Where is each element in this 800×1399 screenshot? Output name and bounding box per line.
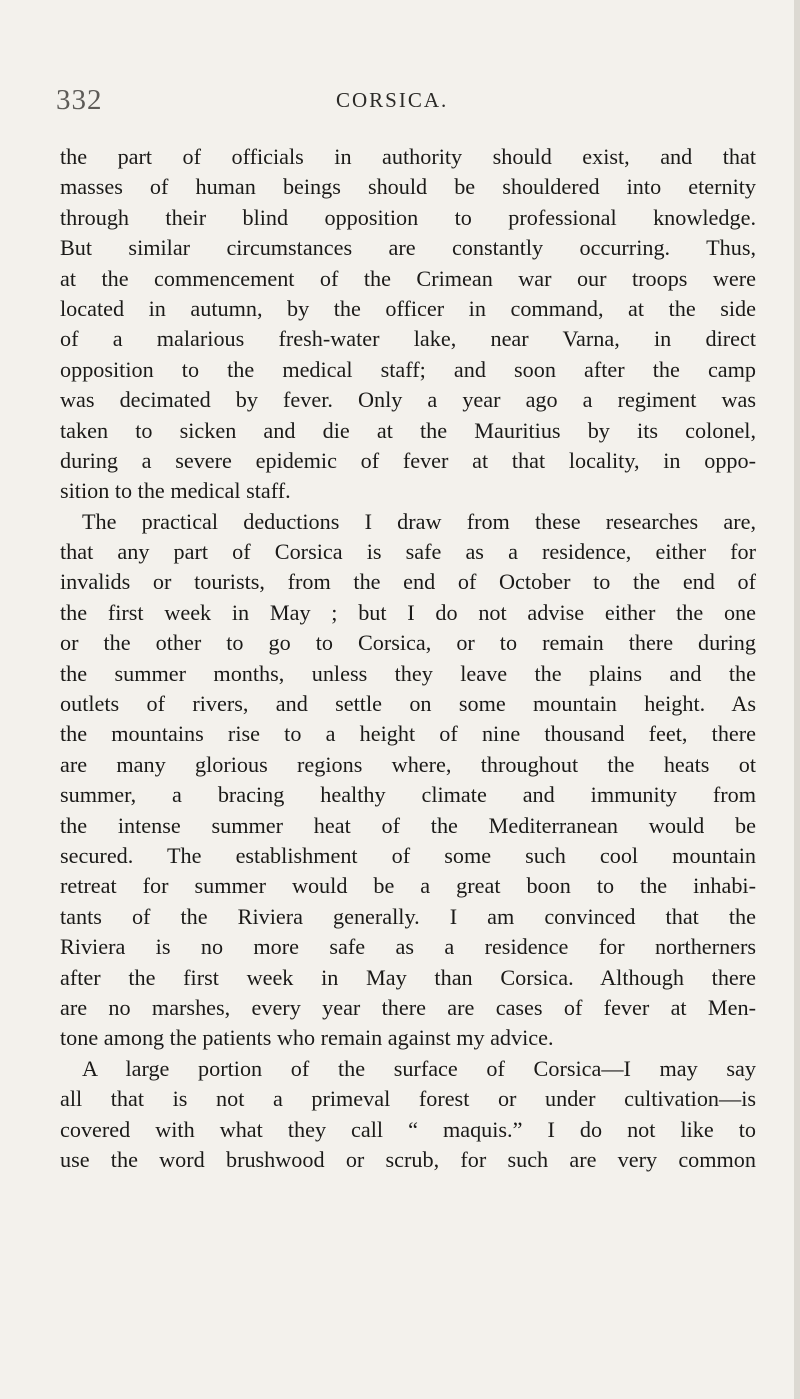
text-line: But similar circumstances are constantly occurring. Thus,	[60, 235, 756, 261]
text-line: the part of officials in authority should exist, and that	[60, 144, 756, 169]
text-line: tone among the patients who remain against my advice.	[60, 1025, 554, 1051]
text-line: secured. The establishment of some such cool mountain	[60, 842, 756, 868]
text-line: are many glorious regions where, throughout the heats ot	[60, 751, 756, 777]
text-line: summer, a bracing healthy climate and immunity from	[60, 782, 756, 808]
text-line: The practical deductions I draw from these researches are,	[82, 508, 756, 534]
text-line: covered with what they call “ maquis.” I do not like to	[60, 1116, 756, 1142]
text-line: the mountains rise to a height of nine thousand feet, there	[60, 721, 756, 747]
text-line: masses of human beings should be shouldered into eternity	[60, 174, 756, 200]
text-line: Riviera is no more safe as a residence for northerners	[60, 934, 756, 960]
text-line: opposition to the medical staff; and soon after the camp	[60, 356, 756, 382]
text-line: was decimated by fever. Only a year ago a regiment was	[60, 387, 756, 413]
text-line: the intense summer heat of the Mediterranean would be	[60, 812, 756, 838]
text-line: use the word brushwood or scrub, for such are very common	[60, 1146, 756, 1172]
text-line: after the first week in May than Corsica. Although there	[60, 964, 756, 990]
text-line: A large portion of the surface of Corsica—I may say	[82, 1055, 756, 1081]
text-line: outlets of rivers, and settle on some mountain height. As	[60, 691, 756, 717]
page-edge	[794, 0, 800, 1399]
text-line: tants of the Riviera generally. I am convinced that the	[60, 903, 756, 929]
text-line: the summer months, unless they leave the plains and the	[60, 660, 756, 686]
text-line: during a severe epidemic of fever at that locality, in oppo-	[60, 447, 756, 473]
text-line: are no marshes, every year there are cases of fever at Men-	[60, 994, 756, 1020]
text-line: through their blind opposition to professional knowledge.	[60, 204, 756, 230]
text-line: of a malarious fresh-water lake, near Varna, in direct	[60, 326, 756, 352]
running-title: CORSICA.	[336, 88, 449, 112]
text-line: or the other to go to Corsica, or to remain there during	[60, 630, 756, 656]
text-line: taken to sicken and die at the Mauritius by its colonel,	[60, 417, 756, 443]
text-line: at the commencement of the Crimean war our troops were	[60, 265, 756, 291]
text-line: invalids or tourists, from the end of October to the end of	[60, 569, 756, 595]
text-line: all that is not a primeval forest or under cultivation—is	[60, 1086, 756, 1112]
text-line: retreat for summer would be a great boon to the inhabi-	[60, 873, 756, 899]
text-line: sition to the medical staff.	[60, 478, 291, 504]
text-line: that any part of Corsica is safe as a residence, either for	[60, 539, 756, 565]
text-line: located in autumn, by the officer in command, at the side	[60, 295, 756, 321]
text-line: the first week in May ; but I do not advise either the one	[60, 599, 756, 625]
body-text	[60, 142, 756, 1175]
page-number: 332	[56, 84, 103, 116]
